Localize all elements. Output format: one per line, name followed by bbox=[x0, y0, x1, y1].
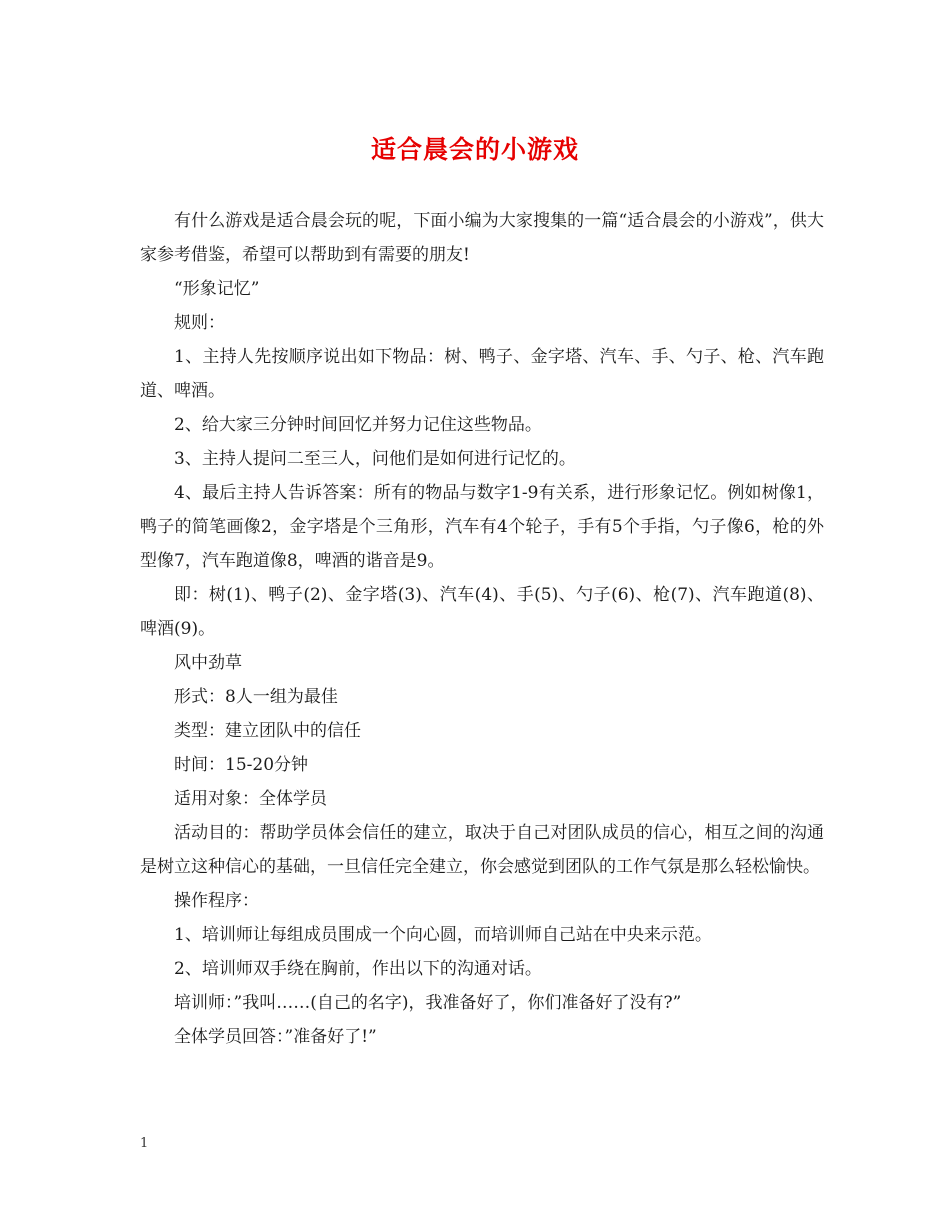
document-body bbox=[140, 204, 824, 1054]
document-title: 适合晨会的小游戏 bbox=[370, 135, 579, 164]
paragraph: 全体学员回答：”准备好了!” bbox=[174, 1027, 377, 1047]
paragraph: 1、培训师让每组成员围成一个向心圆，而培训师自己站在中央来示范。 bbox=[174, 925, 712, 945]
paragraph: 形式：8人一组为最佳 bbox=[174, 687, 338, 707]
paragraph: 培训师：”我叫……(自己的名字)，我准备好了，你们准备好了没有?” bbox=[174, 993, 682, 1013]
paragraph: 时间：15-20分钟 bbox=[174, 755, 309, 775]
paragraph: 即：树(1)、鸭子(2)、金字塔(3)、汽车(4)、手(5)、勺子(6)、枪(7)、汽车跑道(8)、啤酒(9)。 bbox=[140, 585, 824, 639]
paragraph: 有什么游戏是适合晨会玩的呢，下面小编为大家搜集的一篇“适合晨会的小游戏”，供大家参考借鉴，希望可以帮助到有需要的朋友! bbox=[140, 211, 824, 265]
paragraph: 适用对象：全体学员 bbox=[174, 789, 327, 809]
paragraph: 活动目的：帮助学员体会信任的建立，取决于自己对团队成员的信心，相互之间的沟通是树立这种信心的基础，一旦信任完全建立，你会感觉到团队的工作气氛是那么轻松愉快。 bbox=[140, 823, 824, 877]
paragraph: 2、培训师双手绕在胸前，作出以下的沟通对话。 bbox=[174, 959, 542, 979]
paragraph: 2、给大家三分钟时间回忆并努力记住这些物品。 bbox=[174, 415, 542, 435]
paragraph: 操作程序： bbox=[174, 891, 259, 911]
paragraph: “形象记忆” bbox=[174, 279, 260, 299]
paragraph: 类型：建立团队中的信任 bbox=[174, 721, 361, 741]
paragraph: 4、最后主持人告诉答案：所有的物品与数字1-9有关系，进行形象记忆。例如树像1，鸭子的简笔画像2，金字塔是个三角形，汽车有4个轮子，手有5个手指，勺子像6，枪的外型像7，汽车跑道像8，啤酒的谐音是9。 bbox=[140, 483, 824, 571]
paragraph: 风中劲草 bbox=[174, 653, 242, 673]
paragraph: 3、主持人提问二至三人，问他们是如何进行记忆的。 bbox=[174, 449, 576, 469]
paragraph: 1、主持人先按顺序说出如下物品：树、鸭子、金字塔、汽车、手、勺子、枪、汽车跑道、啤酒。 bbox=[140, 347, 824, 401]
paragraph: 规则： bbox=[174, 313, 225, 333]
page-number: 1 bbox=[140, 1136, 149, 1151]
